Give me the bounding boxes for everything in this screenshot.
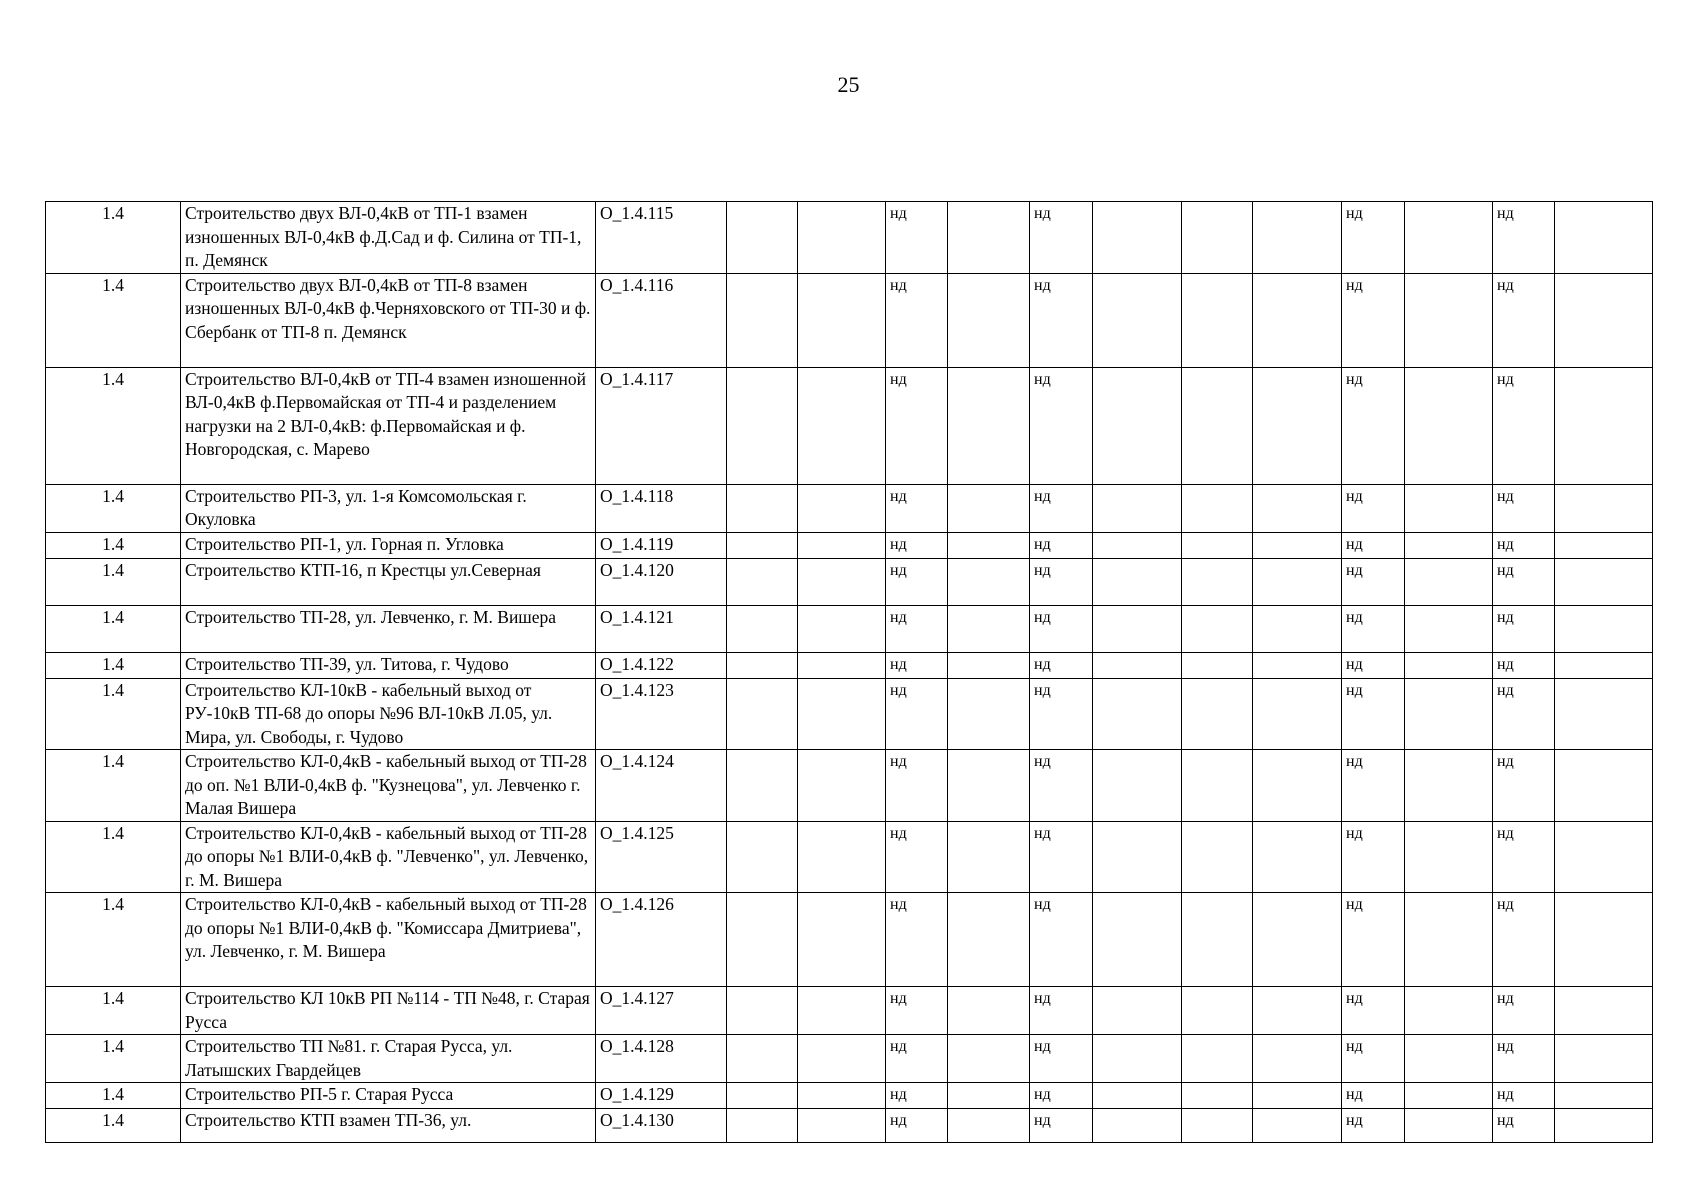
row-name-cell: Строительство РП-5 г. Старая Русса xyxy=(181,1083,596,1109)
value-cell: нд xyxy=(1030,750,1093,822)
row-code-cell: 1.4 xyxy=(46,750,181,822)
value-cell xyxy=(1182,273,1253,367)
value-cell xyxy=(1253,273,1342,367)
value-cell: нд xyxy=(886,532,948,558)
value-cell xyxy=(1253,558,1342,605)
page-number: 25 xyxy=(837,72,860,97)
value-cell: нд xyxy=(1030,678,1093,750)
row-code-cell: 1.4 xyxy=(46,678,181,750)
value-cell: нд xyxy=(1493,1083,1555,1109)
row-name-cell: Строительство двух ВЛ-0,4кВ от ТП-1 взамен изношенных ВЛ-0,4кВ ф.Д.Сад и ф. Силина от ТП-1, п. Демянск xyxy=(181,202,596,274)
value-cell: нд xyxy=(886,558,948,605)
value-cell: нд xyxy=(1342,605,1405,652)
value-cell: нд xyxy=(1342,273,1405,367)
value-cell: нд xyxy=(886,652,948,678)
value-cell xyxy=(1182,532,1253,558)
value-cell xyxy=(798,1083,886,1109)
value-cell xyxy=(1555,821,1653,893)
value-cell xyxy=(1405,202,1493,274)
row-id-cell: О_1.4.125 xyxy=(596,821,727,893)
value-cell: нд xyxy=(1030,893,1093,987)
value-cell xyxy=(1093,273,1182,367)
row-name-cell: Строительство ТП №81. г. Старая Русса, ул. Латышских Гвардейцев xyxy=(181,1035,596,1083)
value-cell xyxy=(1405,652,1493,678)
value-cell xyxy=(1093,202,1182,274)
value-cell: нд xyxy=(886,1083,948,1109)
value-cell xyxy=(1405,484,1493,532)
table-row xyxy=(46,273,1653,367)
value-cell xyxy=(727,821,798,893)
value-cell xyxy=(1253,821,1342,893)
value-cell xyxy=(1555,652,1653,678)
row-id-cell: О_1.4.119 xyxy=(596,532,727,558)
table-row xyxy=(46,1083,1653,1109)
value-cell xyxy=(1405,750,1493,822)
value-cell xyxy=(727,558,798,605)
table-row xyxy=(46,367,1653,484)
value-cell xyxy=(1093,987,1182,1035)
value-cell xyxy=(1253,367,1342,484)
value-cell: нд xyxy=(886,273,948,367)
value-cell xyxy=(1405,558,1493,605)
value-cell xyxy=(1093,1035,1182,1083)
value-cell xyxy=(727,367,798,484)
value-cell xyxy=(798,1035,886,1083)
value-cell xyxy=(798,652,886,678)
value-cell xyxy=(727,1083,798,1109)
value-cell xyxy=(798,532,886,558)
value-cell: нд xyxy=(1493,273,1555,367)
row-code-cell: 1.4 xyxy=(46,273,181,367)
row-code-cell: 1.4 xyxy=(46,893,181,987)
value-cell xyxy=(1253,484,1342,532)
table-row xyxy=(46,202,1653,274)
value-cell xyxy=(948,652,1030,678)
row-name-cell: Строительство ВЛ-0,4кВ от ТП-4 взамен изношенной ВЛ-0,4кВ ф.Первомайская от ТП-4 и разделением нагрузки на 2 ВЛ-0,4кВ: ф.Первомайская и ф. Новгородская, с. Марево xyxy=(181,367,596,484)
row-name-cell: Строительство РП-1, ул. Горная п. Угловка xyxy=(181,532,596,558)
row-name-cell: Строительство КЛ 10кВ РП №114 - ТП №48, г. Старая Русса xyxy=(181,987,596,1035)
value-cell xyxy=(948,202,1030,274)
value-cell xyxy=(1405,821,1493,893)
value-cell xyxy=(1253,1035,1342,1083)
value-cell: нд xyxy=(1342,202,1405,274)
value-cell xyxy=(727,987,798,1035)
value-cell: нд xyxy=(1342,1083,1405,1109)
value-cell: нд xyxy=(886,202,948,274)
value-cell xyxy=(1555,1083,1653,1109)
value-cell xyxy=(1182,367,1253,484)
row-id-cell: О_1.4.130 xyxy=(596,1109,727,1143)
value-cell: нд xyxy=(1342,484,1405,532)
value-cell xyxy=(1093,558,1182,605)
value-cell: нд xyxy=(1493,1109,1555,1143)
table-row xyxy=(46,678,1653,750)
value-cell xyxy=(727,273,798,367)
value-cell xyxy=(1182,1035,1253,1083)
value-cell xyxy=(1253,678,1342,750)
value-cell xyxy=(1555,367,1653,484)
value-cell xyxy=(727,484,798,532)
table-row xyxy=(46,558,1653,605)
value-cell xyxy=(1555,605,1653,652)
value-cell: нд xyxy=(1030,987,1093,1035)
value-cell: нд xyxy=(1030,367,1093,484)
value-cell: нд xyxy=(886,1109,948,1143)
row-id-cell: О_1.4.122 xyxy=(596,652,727,678)
row-code-cell: 1.4 xyxy=(46,987,181,1035)
value-cell xyxy=(1182,484,1253,532)
value-cell xyxy=(1555,987,1653,1035)
value-cell xyxy=(727,678,798,750)
row-id-cell: О_1.4.128 xyxy=(596,1035,727,1083)
value-cell xyxy=(727,652,798,678)
value-cell: нд xyxy=(1493,750,1555,822)
row-id-cell: О_1.4.126 xyxy=(596,893,727,987)
value-cell: нд xyxy=(886,605,948,652)
value-cell: нд xyxy=(1030,1083,1093,1109)
value-cell: нд xyxy=(886,678,948,750)
value-cell: нд xyxy=(1030,821,1093,893)
value-cell xyxy=(1405,1109,1493,1143)
value-cell xyxy=(1093,532,1182,558)
value-cell xyxy=(798,678,886,750)
value-cell: нд xyxy=(1342,893,1405,987)
value-cell xyxy=(1093,1109,1182,1143)
value-cell xyxy=(727,750,798,822)
row-id-cell: О_1.4.127 xyxy=(596,987,727,1035)
value-cell: нд xyxy=(1342,558,1405,605)
value-cell: нд xyxy=(1342,652,1405,678)
value-cell xyxy=(1182,987,1253,1035)
value-cell: нд xyxy=(1030,605,1093,652)
value-cell xyxy=(798,750,886,822)
value-cell xyxy=(1253,605,1342,652)
row-name-cell: Строительство КТП-16, п Крестцы ул.Северная xyxy=(181,558,596,605)
value-cell: нд xyxy=(886,1035,948,1083)
value-cell xyxy=(1182,1083,1253,1109)
row-code-cell: 1.4 xyxy=(46,1083,181,1109)
value-cell: нд xyxy=(1342,987,1405,1035)
value-cell: нд xyxy=(886,821,948,893)
value-cell xyxy=(798,893,886,987)
value-cell xyxy=(1555,558,1653,605)
value-cell xyxy=(1555,1109,1653,1143)
value-cell xyxy=(1093,821,1182,893)
value-cell: нд xyxy=(1030,1109,1093,1143)
row-id-cell: О_1.4.117 xyxy=(596,367,727,484)
row-code-cell: 1.4 xyxy=(46,821,181,893)
table-row xyxy=(46,987,1653,1035)
value-cell: нд xyxy=(886,987,948,1035)
row-name-cell: Строительство двух ВЛ-0,4кВ от ТП-8 взамен изношенных ВЛ-0,4кВ ф.Черняховского от ТП-30 и ф. Сбербанк от ТП-8 п. Демянск xyxy=(181,273,596,367)
value-cell xyxy=(1405,1035,1493,1083)
investment-table xyxy=(45,201,1653,1143)
row-id-cell: О_1.4.124 xyxy=(596,750,727,822)
row-code-cell: 1.4 xyxy=(46,532,181,558)
value-cell xyxy=(1182,821,1253,893)
value-cell xyxy=(1093,484,1182,532)
value-cell xyxy=(798,1109,886,1143)
value-cell xyxy=(1555,750,1653,822)
value-cell: нд xyxy=(1493,202,1555,274)
value-cell: нд xyxy=(1030,484,1093,532)
row-id-cell: О_1.4.121 xyxy=(596,605,727,652)
value-cell xyxy=(1253,1109,1342,1143)
row-name-cell: Строительство ТП-39, ул. Титова, г. Чудово xyxy=(181,652,596,678)
value-cell xyxy=(1253,893,1342,987)
row-code-cell: 1.4 xyxy=(46,1109,181,1143)
value-cell xyxy=(1182,750,1253,822)
value-cell xyxy=(948,821,1030,893)
value-cell xyxy=(1182,652,1253,678)
value-cell xyxy=(948,1109,1030,1143)
value-cell xyxy=(948,678,1030,750)
row-id-cell: О_1.4.129 xyxy=(596,1083,727,1109)
value-cell xyxy=(1182,893,1253,987)
value-cell xyxy=(1405,273,1493,367)
value-cell xyxy=(1555,484,1653,532)
value-cell: нд xyxy=(886,367,948,484)
value-cell: нд xyxy=(886,484,948,532)
value-cell xyxy=(798,558,886,605)
row-name-cell: Строительство РП-3, ул. 1-я Комсомольская г. Окуловка xyxy=(181,484,596,532)
value-cell xyxy=(1093,652,1182,678)
value-cell xyxy=(1253,652,1342,678)
value-cell xyxy=(1405,1083,1493,1109)
value-cell: нд xyxy=(1493,1035,1555,1083)
value-cell xyxy=(727,1109,798,1143)
value-cell xyxy=(798,605,886,652)
value-cell xyxy=(1182,678,1253,750)
value-cell xyxy=(948,750,1030,822)
value-cell: нд xyxy=(1493,532,1555,558)
value-cell xyxy=(948,558,1030,605)
value-cell xyxy=(948,484,1030,532)
value-cell: нд xyxy=(1342,678,1405,750)
value-cell xyxy=(1093,367,1182,484)
value-cell xyxy=(1405,678,1493,750)
row-name-cell: Строительство КЛ-0,4кВ - кабельный выход от ТП-28 до опоры №1 ВЛИ-0,4кВ ф. "Комиссара Дмитриева", ул. Левченко, г. М. Вишера xyxy=(181,893,596,987)
value-cell: нд xyxy=(1493,987,1555,1035)
row-code-cell: 1.4 xyxy=(46,202,181,274)
value-cell xyxy=(1093,678,1182,750)
table-row xyxy=(46,1035,1653,1083)
table-row xyxy=(46,652,1653,678)
value-cell xyxy=(798,273,886,367)
value-cell: нд xyxy=(1342,532,1405,558)
value-cell xyxy=(1093,893,1182,987)
value-cell: нд xyxy=(1030,273,1093,367)
row-name-cell: Строительство КТП взамен ТП-36, ул. xyxy=(181,1109,596,1143)
row-code-cell: 1.4 xyxy=(46,605,181,652)
value-cell: нд xyxy=(1030,652,1093,678)
value-cell: нд xyxy=(886,893,948,987)
table-row xyxy=(46,821,1653,893)
value-cell: нд xyxy=(886,750,948,822)
value-cell: нд xyxy=(1030,558,1093,605)
value-cell xyxy=(1555,893,1653,987)
value-cell xyxy=(948,1035,1030,1083)
value-cell: нд xyxy=(1030,1035,1093,1083)
value-cell: нд xyxy=(1342,1109,1405,1143)
value-cell xyxy=(948,532,1030,558)
value-cell xyxy=(948,367,1030,484)
value-cell xyxy=(1405,987,1493,1035)
row-code-cell: 1.4 xyxy=(46,1035,181,1083)
value-cell xyxy=(948,893,1030,987)
value-cell xyxy=(948,987,1030,1035)
value-cell xyxy=(1405,605,1493,652)
value-cell: нд xyxy=(1493,367,1555,484)
value-cell xyxy=(1093,605,1182,652)
row-id-cell: О_1.4.118 xyxy=(596,484,727,532)
value-cell xyxy=(948,1083,1030,1109)
value-cell xyxy=(1253,532,1342,558)
value-cell xyxy=(1182,1109,1253,1143)
value-cell: нд xyxy=(1342,750,1405,822)
value-cell xyxy=(1182,558,1253,605)
value-cell: нд xyxy=(1342,367,1405,484)
table-body xyxy=(46,202,1653,1143)
value-cell xyxy=(948,273,1030,367)
value-cell xyxy=(798,821,886,893)
value-cell xyxy=(727,532,798,558)
value-cell xyxy=(1253,750,1342,822)
row-id-cell: О_1.4.116 xyxy=(596,273,727,367)
value-cell xyxy=(1253,987,1342,1035)
value-cell xyxy=(727,1035,798,1083)
value-cell xyxy=(1555,678,1653,750)
value-cell xyxy=(1555,532,1653,558)
row-code-cell: 1.4 xyxy=(46,558,181,605)
row-name-cell: Строительство ТП-28, ул. Левченко, г. М. Вишера xyxy=(181,605,596,652)
value-cell xyxy=(1405,893,1493,987)
table-row xyxy=(46,532,1653,558)
table-row xyxy=(46,750,1653,822)
value-cell: нд xyxy=(1493,678,1555,750)
table-row xyxy=(46,484,1653,532)
value-cell: нд xyxy=(1030,202,1093,274)
value-cell xyxy=(1182,202,1253,274)
value-cell xyxy=(1093,1083,1182,1109)
row-id-cell: О_1.4.123 xyxy=(596,678,727,750)
table-row xyxy=(46,1109,1653,1143)
value-cell xyxy=(798,987,886,1035)
row-code-cell: 1.4 xyxy=(46,484,181,532)
table-row xyxy=(46,893,1653,987)
row-name-cell: Строительство КЛ-10кВ - кабельный выход от РУ-10кВ ТП-68 до опоры №96 ВЛ-10кВ Л.05, ул. Мира, ул. Свободы, г. Чудово xyxy=(181,678,596,750)
value-cell xyxy=(798,367,886,484)
value-cell xyxy=(1182,605,1253,652)
value-cell: нд xyxy=(1493,652,1555,678)
value-cell: нд xyxy=(1493,558,1555,605)
value-cell xyxy=(727,893,798,987)
value-cell xyxy=(1555,1035,1653,1083)
row-id-cell: О_1.4.115 xyxy=(596,202,727,274)
value-cell xyxy=(1253,1083,1342,1109)
value-cell xyxy=(727,605,798,652)
value-cell xyxy=(1405,367,1493,484)
value-cell xyxy=(1555,273,1653,367)
row-code-cell: 1.4 xyxy=(46,367,181,484)
value-cell xyxy=(1405,532,1493,558)
row-name-cell: Строительство КЛ-0,4кВ - кабельный выход от ТП-28 до опоры №1 ВЛИ-0,4кВ ф. "Левченко", ул. Левченко, г. М. Вишера xyxy=(181,821,596,893)
value-cell: нд xyxy=(1493,605,1555,652)
value-cell xyxy=(1093,750,1182,822)
value-cell xyxy=(948,605,1030,652)
value-cell: нд xyxy=(1342,821,1405,893)
value-cell xyxy=(1253,202,1342,274)
value-cell: нд xyxy=(1342,1035,1405,1083)
value-cell: нд xyxy=(1493,484,1555,532)
row-id-cell: О_1.4.120 xyxy=(596,558,727,605)
value-cell xyxy=(727,202,798,274)
value-cell: нд xyxy=(1493,893,1555,987)
value-cell: нд xyxy=(1030,532,1093,558)
table-row xyxy=(46,605,1653,652)
row-code-cell: 1.4 xyxy=(46,652,181,678)
value-cell xyxy=(798,484,886,532)
row-name-cell: Строительство КЛ-0,4кВ - кабельный выход от ТП-28 до оп. №1 ВЛИ-0,4кВ ф. "Кузнецова", ул. Левченко г. Малая Вишера xyxy=(181,750,596,822)
value-cell xyxy=(798,202,886,274)
value-cell xyxy=(1555,202,1653,274)
value-cell: нд xyxy=(1493,821,1555,893)
